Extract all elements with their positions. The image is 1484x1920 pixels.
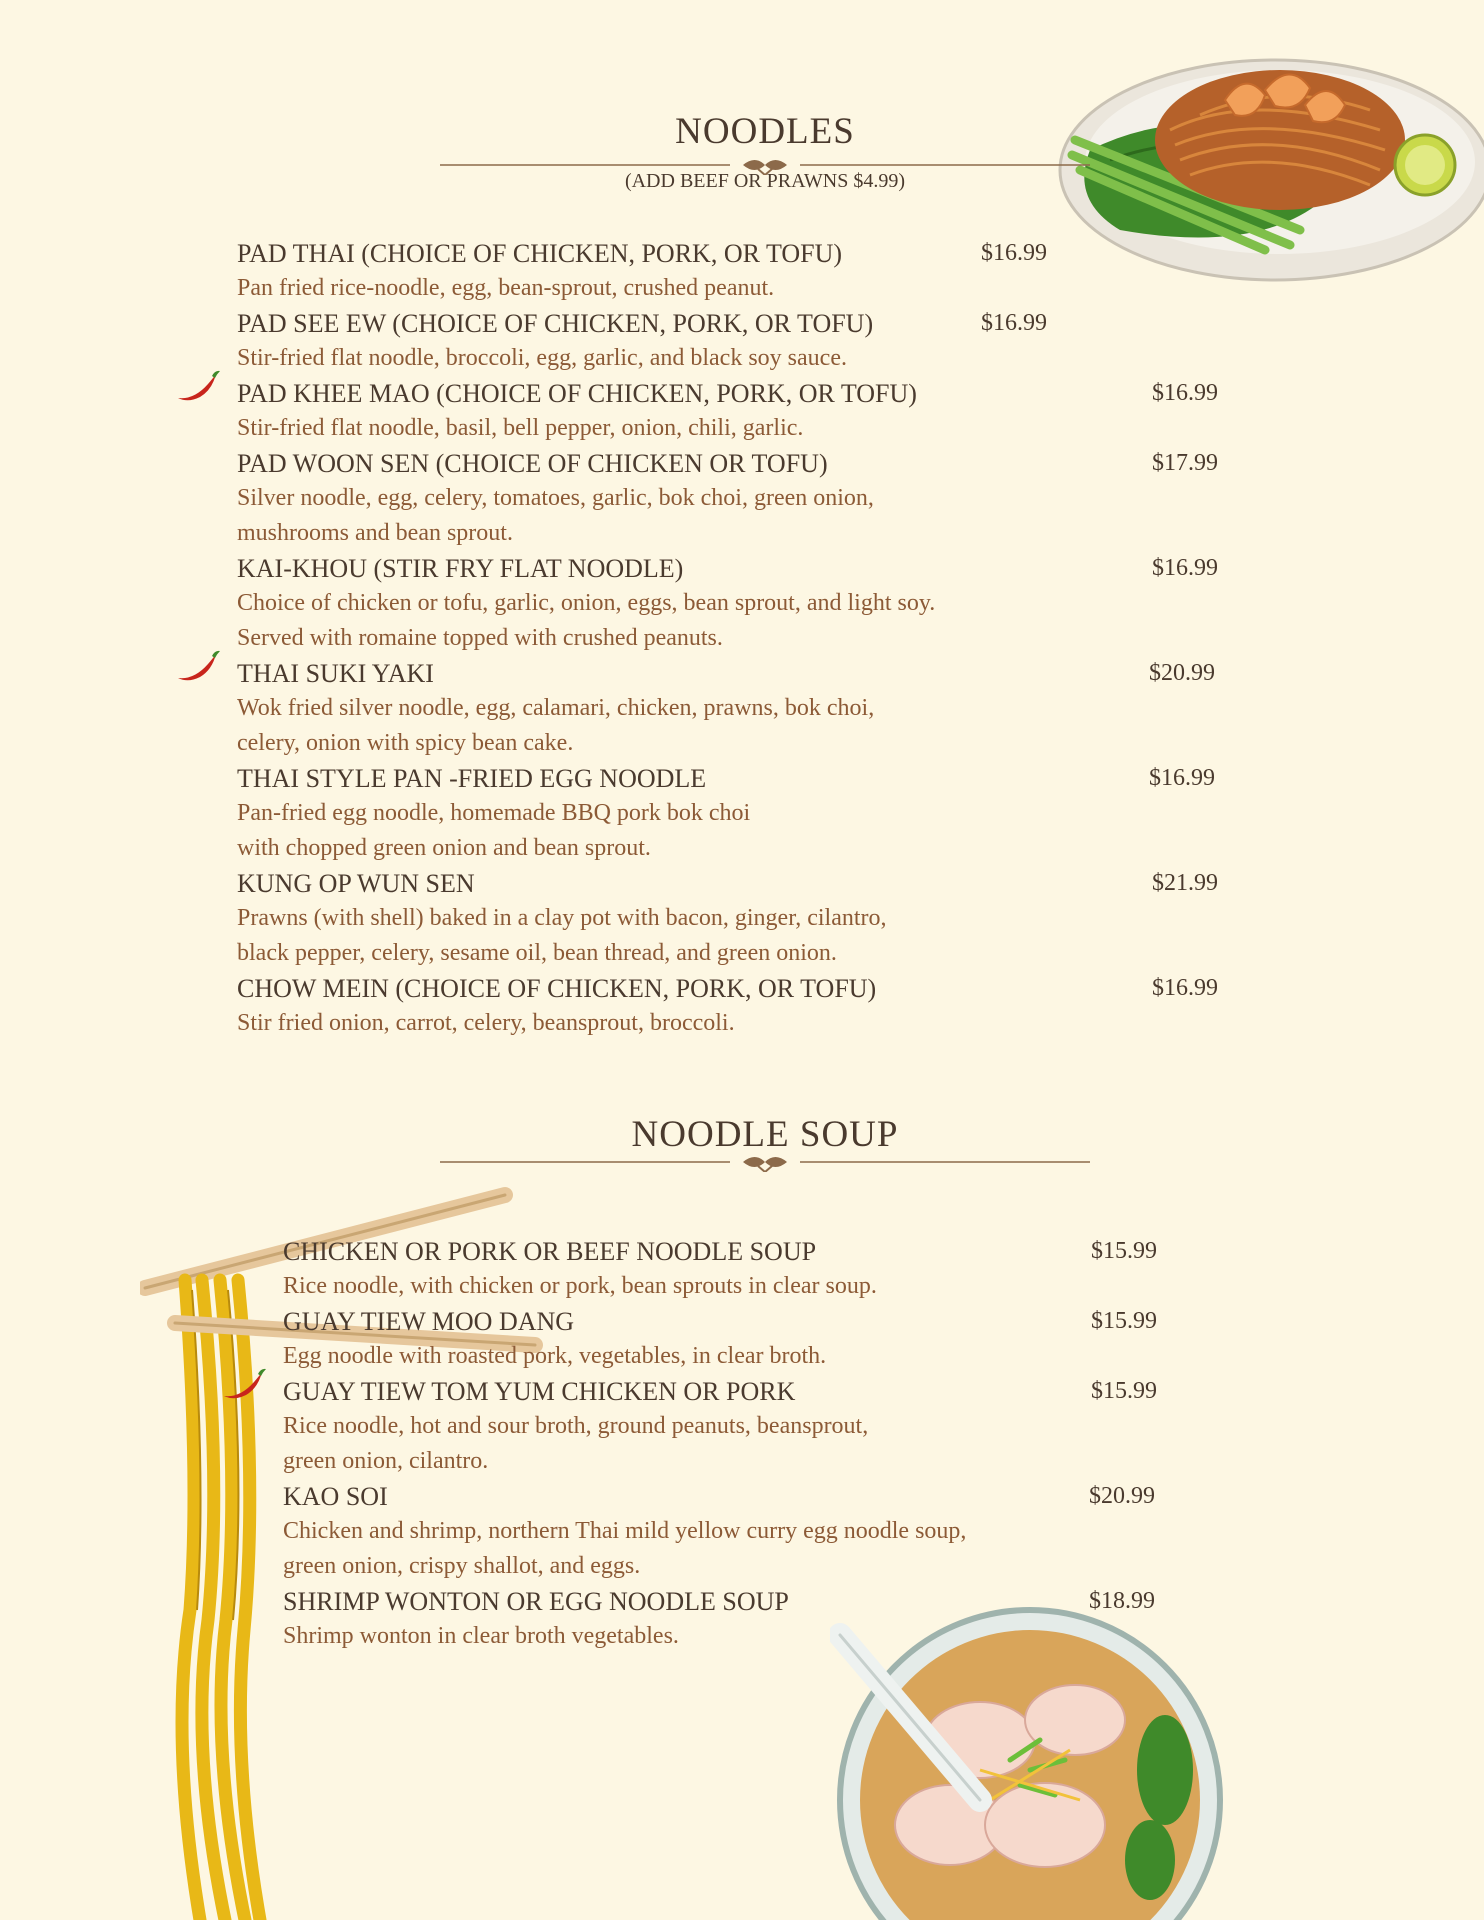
- item-description: with chopped green onion and bean sprout.: [237, 835, 651, 861]
- noodles-section-title: NOODLES: [675, 111, 855, 152]
- menu-item: [237, 971, 1218, 1041]
- item-name: PAD WOON SEN (CHOICE OF CHICKEN OR TOFU): [237, 449, 828, 478]
- menu-item: [237, 656, 1215, 761]
- item-name: THAI STYLE PAN -FRIED EGG NOODLE: [237, 764, 707, 793]
- item-price: $16.99: [1152, 975, 1218, 1001]
- item-name: KAI-KHOU (STIR FRY FLAT NOODLE): [237, 554, 684, 583]
- item-name: KAO SOI: [283, 1482, 388, 1511]
- ornament-divider-icon: [440, 1152, 1090, 1172]
- chili-pepper-icon: [220, 1366, 268, 1402]
- item-description: Prawns (with shell) baked in a clay pot with bacon, ginger, cilantro,: [237, 905, 887, 931]
- item-description: Pan fried rice-noodle, egg, bean-sprout, crushed peanut.: [237, 275, 775, 301]
- item-price: $17.99: [1152, 450, 1218, 476]
- item-description: Chicken and shrimp, northern Thai mild yellow curry egg noodle soup,: [283, 1518, 967, 1544]
- item-name: CHOW MEIN (CHOICE OF CHICKEN, PORK, OR TOFU): [237, 974, 877, 1003]
- menu-item: [283, 1234, 1157, 1304]
- item-description: celery, onion with spicy bean cake.: [237, 730, 574, 756]
- item-description: Egg noodle with roasted pork, vegetables, in clear broth.: [283, 1343, 827, 1369]
- menu-item: [283, 1479, 1155, 1584]
- item-description: black pepper, celery, sesame oil, bean thread, and green onion.: [237, 940, 837, 966]
- item-price: $16.99: [981, 310, 1047, 336]
- item-price: $15.99: [1091, 1238, 1157, 1264]
- item-description: Silver noodle, egg, celery, tomatoes, garlic, bok choi, green onion,: [237, 485, 874, 511]
- item-description: mushrooms and bean sprout.: [237, 520, 513, 546]
- menu-item: [237, 551, 1218, 656]
- menu-item: [237, 236, 1047, 306]
- item-name: SHRIMP WONTON OR EGG NOODLE SOUP: [283, 1587, 789, 1616]
- item-description: Rice noodle, with chicken or pork, bean sprouts in clear soup.: [283, 1273, 877, 1299]
- item-name: PAD SEE EW (CHOICE OF CHICKEN, PORK, OR TOFU): [237, 309, 874, 338]
- menu-item: [237, 306, 1047, 376]
- menu-item: [237, 866, 1218, 971]
- item-price: $16.99: [981, 240, 1047, 266]
- chili-pepper-icon: [174, 368, 222, 404]
- chili-pepper-icon: [174, 648, 222, 684]
- item-description: Served with romaine topped with crushed peanuts.: [237, 625, 723, 651]
- menu-item: [283, 1304, 1157, 1374]
- item-price: $15.99: [1091, 1378, 1157, 1404]
- menu-item: [283, 1584, 1155, 1654]
- item-price: $16.99: [1149, 765, 1215, 791]
- item-name: KUNG OP WUN SEN: [237, 869, 475, 898]
- item-name: GUAY TIEW TOM YUM CHICKEN OR PORK: [283, 1377, 796, 1406]
- item-price: $15.99: [1091, 1308, 1157, 1334]
- item-description: Choice of chicken or tofu, garlic, onion, eggs, bean sprout, and light soy.: [237, 590, 936, 616]
- menu-item: [237, 376, 1218, 446]
- wonton-soup-bowl-illustration: [830, 1600, 1230, 1920]
- item-description: Rice noodle, hot and sour broth, ground peanuts, beansprout,: [283, 1413, 869, 1439]
- menu-item: [283, 1374, 1157, 1479]
- item-price: $20.99: [1089, 1483, 1155, 1509]
- menu-item: [237, 761, 1215, 866]
- item-price: $18.99: [1089, 1588, 1155, 1614]
- menu-item: [237, 446, 1218, 551]
- item-description: green onion, cilantro.: [283, 1448, 489, 1474]
- item-description: green onion, crispy shallot, and eggs.: [283, 1553, 641, 1579]
- item-description: Stir fried onion, carrot, celery, beansprout, broccoli.: [237, 1010, 735, 1036]
- noodles-subtitle: (ADD BEEF OR PRAWNS $4.99): [624, 170, 906, 192]
- item-name: THAI SUKI YAKI: [237, 659, 434, 688]
- item-name: PAD THAI (CHOICE OF CHICKEN, PORK, OR TOFU): [237, 239, 843, 268]
- item-price: $21.99: [1152, 870, 1218, 896]
- item-description: Stir-fried flat noodle, broccoli, egg, garlic, and black soy sauce.: [237, 345, 847, 371]
- item-price: $20.99: [1149, 660, 1215, 686]
- item-name: PAD KHEE MAO (CHOICE OF CHICKEN, PORK, OR TOFU): [237, 379, 917, 408]
- item-description: Stir-fried flat noodle, basil, bell pepper, onion, chili, garlic.: [237, 415, 804, 441]
- item-name: CHICKEN OR PORK OR BEEF NOODLE SOUP: [283, 1237, 817, 1266]
- item-description: Wok fried silver noodle, egg, calamari, chicken, prawns, bok choi,: [237, 695, 875, 721]
- item-price: $16.99: [1152, 555, 1218, 581]
- item-description: Shrimp wonton in clear broth vegetables.: [283, 1623, 679, 1649]
- item-price: $16.99: [1152, 380, 1218, 406]
- noodle-soup-section-title: NOODLE SOUP: [631, 1114, 899, 1155]
- item-name: GUAY TIEW MOO DANG: [283, 1307, 575, 1336]
- item-description: Pan-fried egg noodle, homemade BBQ pork bok choi: [237, 800, 751, 826]
